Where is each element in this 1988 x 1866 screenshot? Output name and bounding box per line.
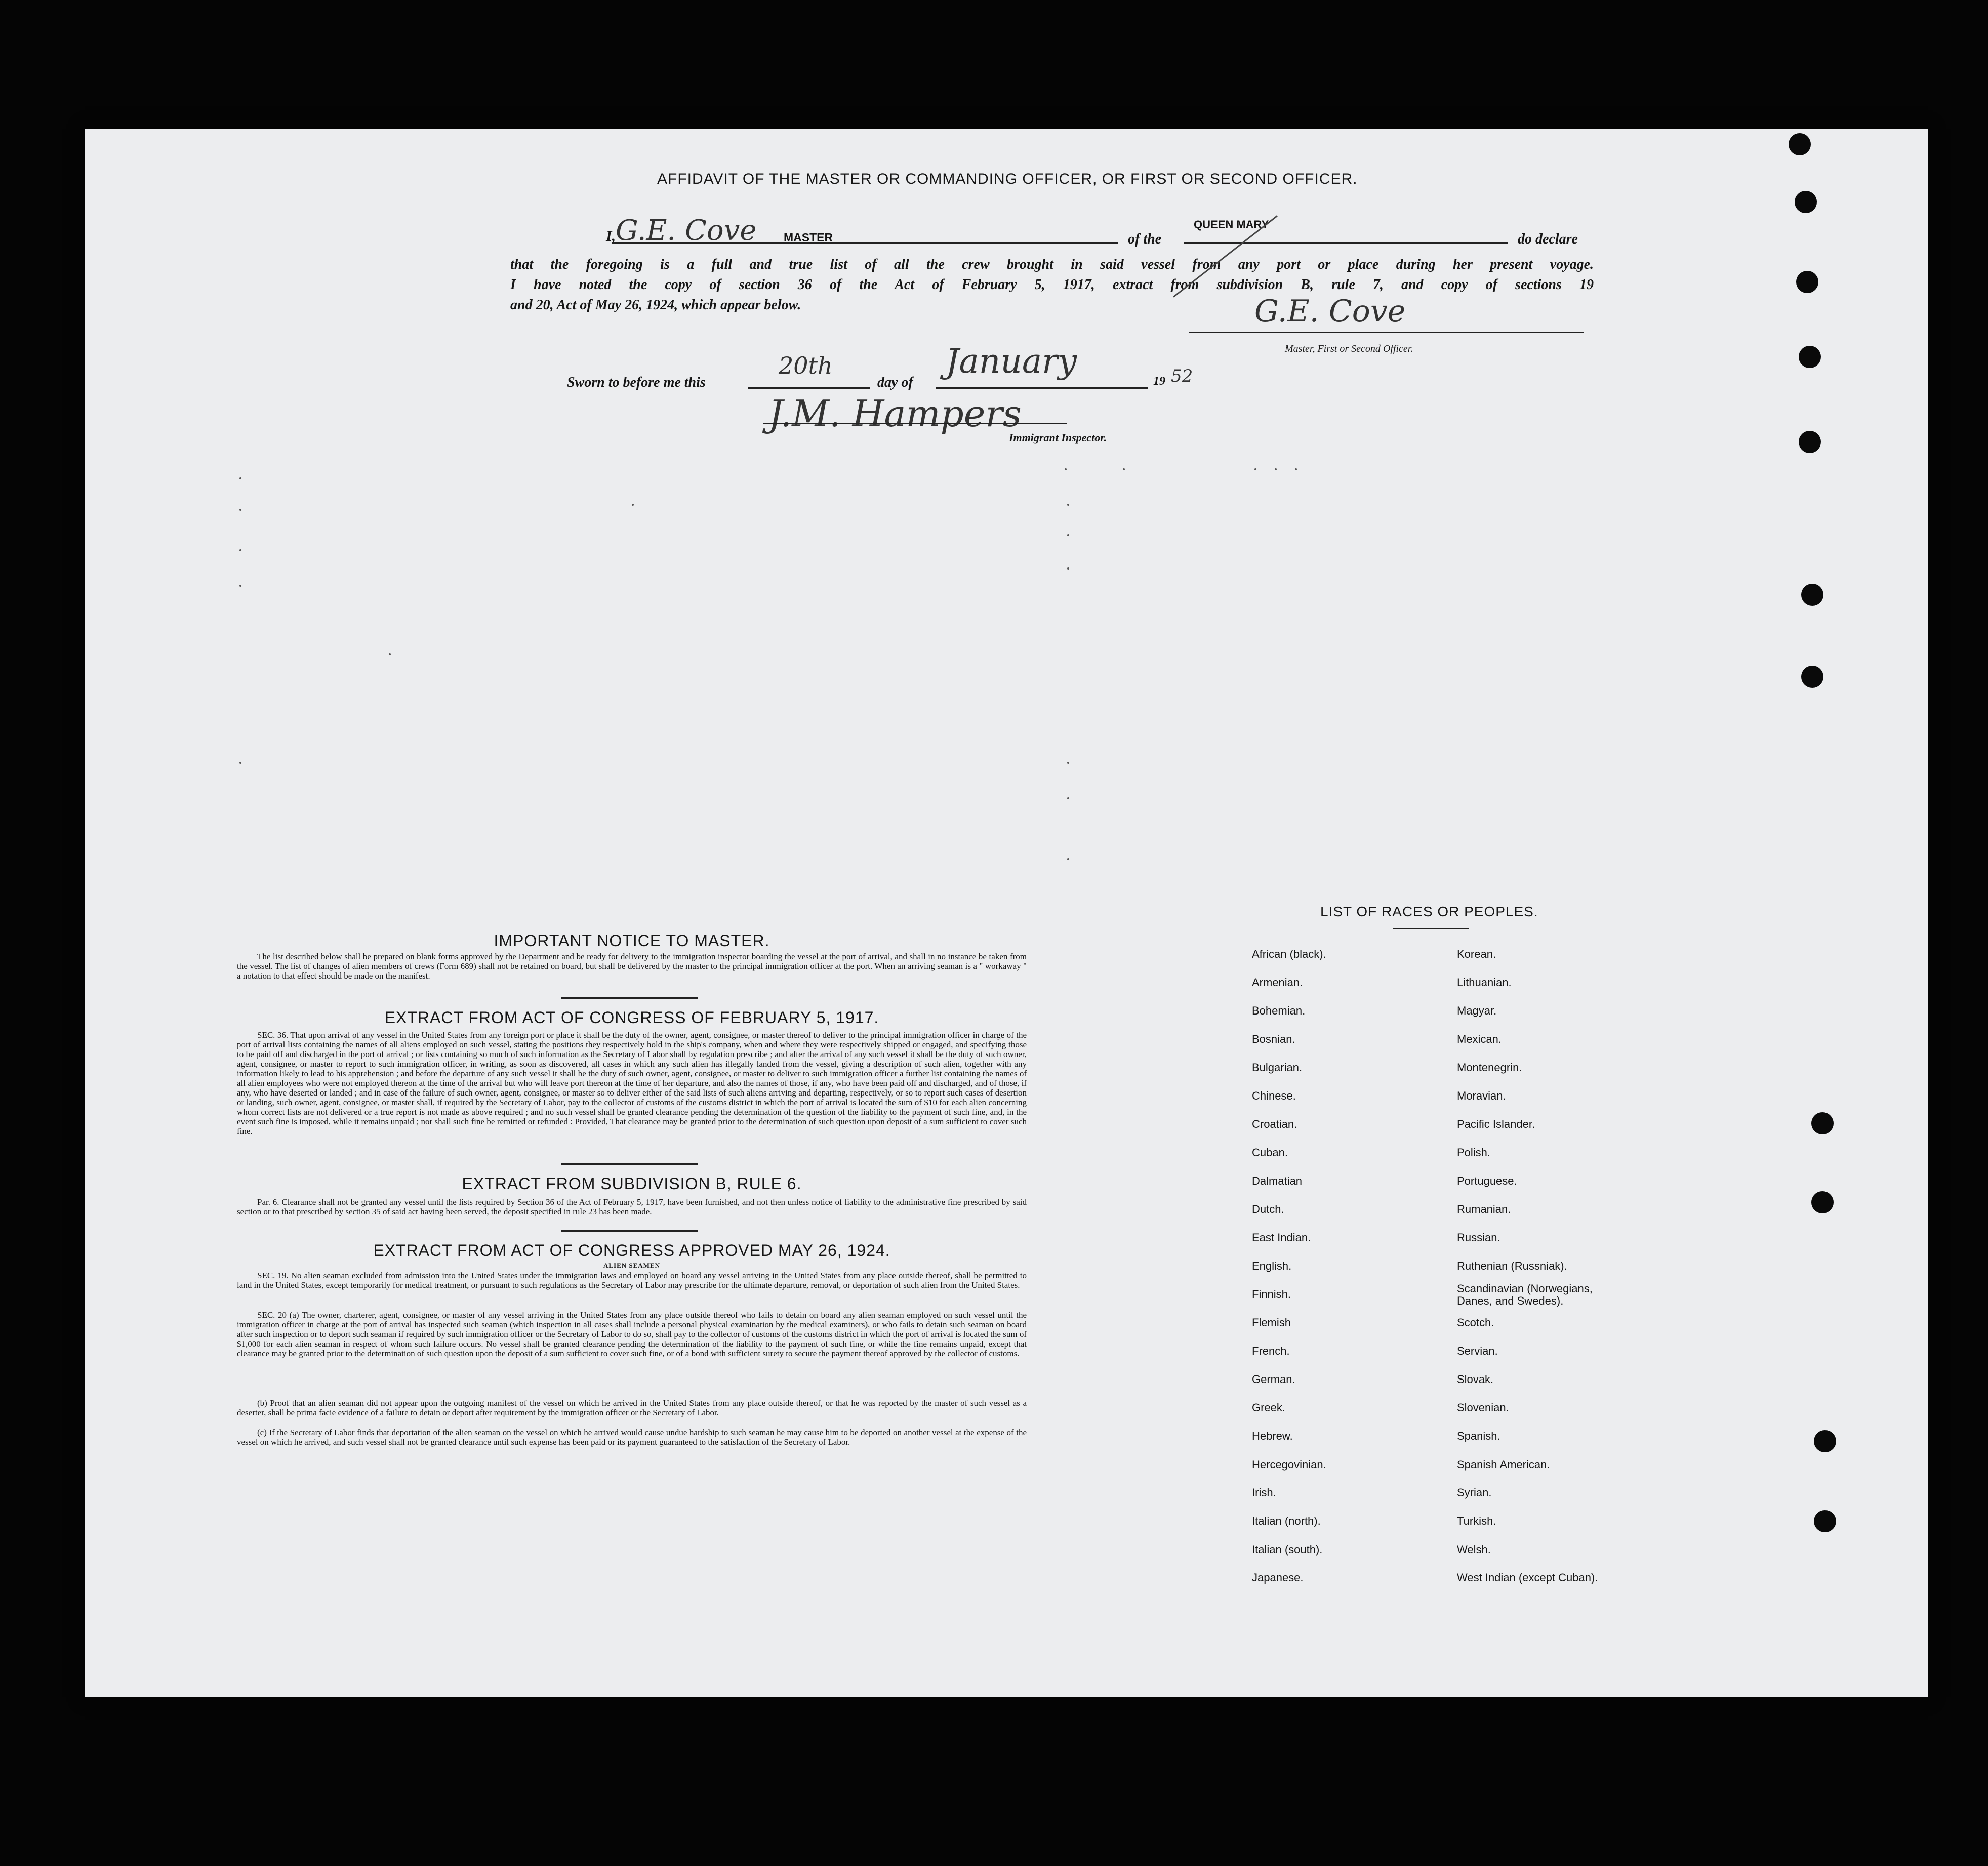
race-item: Mexican. <box>1457 1033 1502 1045</box>
year-prefix: 19 <box>1153 375 1165 388</box>
signature-caption: Master, First or Second Officer. <box>1285 343 1413 354</box>
punch-hole <box>1814 1510 1836 1532</box>
inspector-caption: Immigrant Inspector. <box>1009 431 1107 444</box>
alien-seamen-subtitle: ALIEN SEAMEN <box>603 1262 661 1269</box>
punch-hole <box>1795 191 1817 213</box>
race-item: Dutch. <box>1252 1203 1284 1215</box>
race-item: German. <box>1252 1373 1295 1386</box>
extract-1924-title: EXTRACT FROM ACT OF CONGRESS APPROVED MAY 26, 1924. <box>373 1241 890 1260</box>
stray-mark <box>239 585 241 587</box>
day-line <box>748 387 870 389</box>
vessel-name: QUEEN MARY <box>1194 218 1269 231</box>
race-item: Polish. <box>1457 1146 1491 1159</box>
race-item: Montenegrin. <box>1457 1061 1522 1074</box>
inspector-line <box>763 423 1067 424</box>
stray-mark <box>1275 468 1277 470</box>
race-item: Scandinavian (Norwegians, Danes, and Swedes). <box>1457 1282 1593 1307</box>
race-item: Armenian. <box>1252 976 1303 989</box>
inspector-signature: J.M. Hampers <box>768 392 1022 435</box>
punch-hole <box>1799 431 1821 453</box>
stray-mark <box>1067 858 1069 860</box>
race-item: Italian (north). <box>1252 1515 1321 1527</box>
extract-1917-title: EXTRACT FROM ACT OF CONGRESS OF FEBRUARY 5, 1917. <box>384 1008 879 1027</box>
race-item: African (black). <box>1252 948 1326 960</box>
punch-hole <box>1796 271 1818 293</box>
race-item: Japanese. <box>1252 1571 1304 1584</box>
race-item: Chinese. <box>1252 1089 1296 1102</box>
stray-mark <box>1067 534 1069 536</box>
race-item: Servian. <box>1457 1345 1498 1357</box>
race-item: Hebrew. <box>1252 1430 1293 1442</box>
stray-mark <box>1067 797 1069 799</box>
race-item: Finnish. <box>1252 1288 1291 1301</box>
rank-label: MASTER <box>784 231 833 244</box>
race-item: Ruthenian (Russniak). <box>1457 1260 1567 1272</box>
punch-hole <box>1801 666 1823 688</box>
affidavit-line-2: I have noted the copy of section 36 of the Act of February 5, 1917, extract from subdivision B, rule 7, and copy of sections 19 <box>510 277 1594 293</box>
sworn-month: January <box>946 342 1077 381</box>
race-item: Croatian. <box>1252 1118 1297 1130</box>
race-item: Portuguese. <box>1457 1174 1517 1187</box>
notice-text: The list described below shall be prepared on blank forms approved by the Department and be ready for delivery to the immigration inspector boarding the vessel at the port of arrival, and shall in no instance be taken from the vessel. The list of changes of alien members of crews (Form 689) shall not be retained on board, but shall be delivered by the master to the principal immigration officer at the port. When an arriving seaman is a " workaway " a notation to that effect should be made on the manifest. <box>237 952 1027 981</box>
race-item: Flemish <box>1252 1316 1291 1329</box>
affidavit-line-1: that the foregoing is a full and true list of all the crew brought in said vessel from any port or place during her present voyage. <box>510 257 1594 272</box>
notices-column <box>237 931 1027 1539</box>
extract-1917-text: SEC. 36. That upon arrival of any vessel in the United States from any foreign port or place it shall be the duty of the owner, agent, consignee, or master thereof to deliver to the principal immigration officer in charge of the port of arrival lists containing the names of all aliens employed on such vessel, stating the positions they respectively hold in the ship's company, when and where they were respectively shipped or engaged, and specifying those to be paid off and discharged in the port of arrival ; or lists containing so much of such information as the Secretary of Labor shall by regulation prescribe ; and after the arrival of any such vessel it shall be the duty of such owner, agent, consignee, or master to report to such immigration officer, in writing, as soon as discovered, all cases in which any such alien has illegally landed from the vessel, giving a description of such alien, together with any information likely to lead to his apprehension ; and before the departure of any such vessel it shall be the duty of such owner, agent, consignee, or master to deliver to such immigration officer a further list containing the names of all alien employees who were not employed thereon at the time of the arrival but who will leave port thereon at the time of her departure, and also the names of those, if any, who have been paid off and discharged, and of those, if any, who have deserted or landed ; and in case of the failure of such owner, agent, consignee, or master so to deliver either of the said lists of such aliens arriving and departing, respectively, or so to report such cases of desertion or landing, such owner, agent, consignee, or master shall, if required by the Secretary of Labor, pay to the collector of customs of the customs district in which the port of arrival is located the sum of $10 for each alien concerning whom correct lists are not delivered or a true report is not made as above required ; and no such vessel shall be granted clearance pending the determination of the question of the liability to the payment of such fine, and, in the event such fine is imposed, while it remains unpaid ; nor shall such fine be remitted or refunded : Provided, That clearance may be granted prior to the determination of such question upon deposit of a sum sufficient to cover such fine. <box>237 1030 1027 1136</box>
rule6-title: EXTRACT FROM SUBDIVISION B, RULE 6. <box>462 1174 802 1193</box>
divider <box>561 1163 698 1165</box>
race-item: Cuban. <box>1252 1146 1288 1159</box>
sworn-day: 20th <box>779 352 833 379</box>
race-item: Dalmatian <box>1252 1174 1303 1187</box>
day-of-label: day of <box>877 375 913 390</box>
master-signature: G.E. Cove <box>1254 294 1406 329</box>
of-the-label: of the <box>1128 231 1162 247</box>
race-item: Italian (south). <box>1252 1543 1323 1556</box>
punch-hole <box>1789 133 1811 155</box>
notice-title: IMPORTANT NOTICE TO MASTER. <box>494 931 770 950</box>
affidavit-title: AFFIDAVIT OF THE MASTER OR COMMANDING OFFICER, OR FIRST OR SECOND OFFICER. <box>657 171 1358 187</box>
race-item: Korean. <box>1457 948 1496 960</box>
month-line <box>936 387 1148 389</box>
race-item: Turkish. <box>1457 1515 1496 1527</box>
races-title: LIST OF RACES OR PEOPLES. <box>1320 904 1538 919</box>
sworn-label: Sworn to before me this <box>567 375 706 390</box>
race-item: Welsh. <box>1457 1543 1491 1556</box>
sec19-text: SEC. 19. No alien seaman excluded from admission into the United States under the immigration laws and employed on board any vessel arriving in the United States from any place outside thereof, shall be permitted to land in the United States, except temporarily for medical treatment, or pursuant to such regulations as the Secretary of Labor may prescribe for the ultimate departure, removal, or deportation of such alien from the United States. <box>237 1271 1027 1290</box>
divider <box>1393 928 1469 929</box>
year-suffix: 52 <box>1171 366 1193 386</box>
stray-mark <box>1295 468 1297 470</box>
race-item: Pacific Islander. <box>1457 1118 1535 1130</box>
race-item: Slovenian. <box>1457 1401 1509 1414</box>
stray-mark <box>239 549 241 551</box>
do-declare-label: do declare <box>1518 231 1578 247</box>
sec20c-text: (c) If the Secretary of Labor finds that deportation of the alien seaman on the vessel on which he arrived would cause undue hardship to such seaman he may cause him to be deported on another vessel at the expense of the vessel on which he arrived, and such vessel shall not be granted clearance until such expense has been paid or its payment guaranteed to the satisfaction of the Secretary of Labor. <box>237 1428 1027 1447</box>
sec20b-text: (b) Proof that an alien seaman did not appear upon the outgoing manifest of the vessel on which he arrived in the United States from any place outside thereof, or that he was reported by the master of such vessel as a deserter, shall be prima facie evidence of a failure to detain or deport after requirement by the immigration officer or the Secretary of Labor. <box>237 1398 1027 1417</box>
stray-mark <box>1254 468 1256 470</box>
punch-hole <box>1801 584 1823 606</box>
stray-mark <box>1123 468 1125 470</box>
punch-hole <box>1811 1112 1834 1134</box>
punch-hole <box>1814 1430 1836 1452</box>
vessel-line <box>1184 242 1508 244</box>
signature-line <box>1189 332 1584 333</box>
stray-mark <box>1065 468 1067 470</box>
race-item: Spanish American. <box>1457 1458 1550 1471</box>
punch-hole <box>1811 1191 1834 1213</box>
race-item: Bosnian. <box>1252 1033 1295 1045</box>
race-item: Moravian. <box>1457 1089 1506 1102</box>
race-item: Magyar. <box>1457 1004 1497 1017</box>
affidavit-line-3: and 20, Act of May 26, 1924, which appear below. <box>510 297 801 313</box>
race-item: Russian. <box>1457 1231 1500 1244</box>
race-item: Slovak. <box>1457 1373 1494 1386</box>
race-item: East Indian. <box>1252 1231 1311 1244</box>
divider <box>561 997 698 999</box>
stray-mark <box>239 509 241 511</box>
stray-mark <box>1067 762 1069 764</box>
race-item: Bohemian. <box>1252 1004 1306 1017</box>
race-item: Lithuanian. <box>1457 976 1512 989</box>
race-item: West Indian (except Cuban). <box>1457 1571 1598 1584</box>
i-label: I, <box>606 228 616 245</box>
stray-mark <box>389 653 391 655</box>
stray-mark <box>632 504 634 506</box>
race-item: Syrian. <box>1457 1486 1492 1499</box>
rule6-text: Par. 6. Clearance shall not be granted any vessel until the lists required by Section 36 of the Act of February 5, 1917, have been furnished, and not then unless notice of liability to the administrative fine prescribed by said section or to that prescribed by section 35 of said act having been served, the deposit specified in rule 23 has been made. <box>237 1197 1027 1216</box>
race-item: French. <box>1252 1345 1290 1357</box>
race-item: Spanish. <box>1457 1430 1500 1442</box>
race-item: Bulgarian. <box>1252 1061 1303 1074</box>
divider <box>561 1230 698 1232</box>
race-item: Irish. <box>1252 1486 1276 1499</box>
race-item: Rumanian. <box>1457 1203 1511 1215</box>
sec20a-text: SEC. 20 (a) The owner, charterer, agent, consignee, or master of any vessel arriving in the United States from any place outside thereof who fails to detain on board any alien seaman employed on such vessel until the immigration officer in charge at the port of arrival has inspected such seaman (which inspection in all cases shall include a personal physical examination by the medical examiners), or who fails to detain such seaman on board after such inspection or to deport such seaman if required by such immigration officer or the Secretary of Labor to do so, shall pay to the collector of customs of the customs district in which the port of arrival is located the sum of $1,000 for each alien seaman in respect of whom such failure occurs. No vessel shall be granted clearance pending the determination of the liability to the payment of such fine, or while the fine remains unpaid, except that clearance may be granted prior to the determination of such question upon the deposit of a sum sufficient to cover such fine, or of a bond with sufficient surety to secure the payment thereof approved by the collector of customs. <box>237 1310 1027 1358</box>
race-item: Hercegovinian. <box>1252 1458 1326 1471</box>
stray-mark <box>239 762 241 764</box>
race-item: English. <box>1252 1260 1292 1272</box>
stray-mark <box>239 477 241 479</box>
stray-mark <box>1067 567 1069 570</box>
name-line <box>612 242 1118 244</box>
master-handwritten-name: G.E. Cove <box>616 214 757 247</box>
race-item: Scotch. <box>1457 1316 1494 1329</box>
race-item: Greek. <box>1252 1401 1286 1414</box>
stray-mark <box>1067 504 1069 506</box>
punch-hole <box>1799 346 1821 368</box>
document-page <box>85 129 1928 1697</box>
